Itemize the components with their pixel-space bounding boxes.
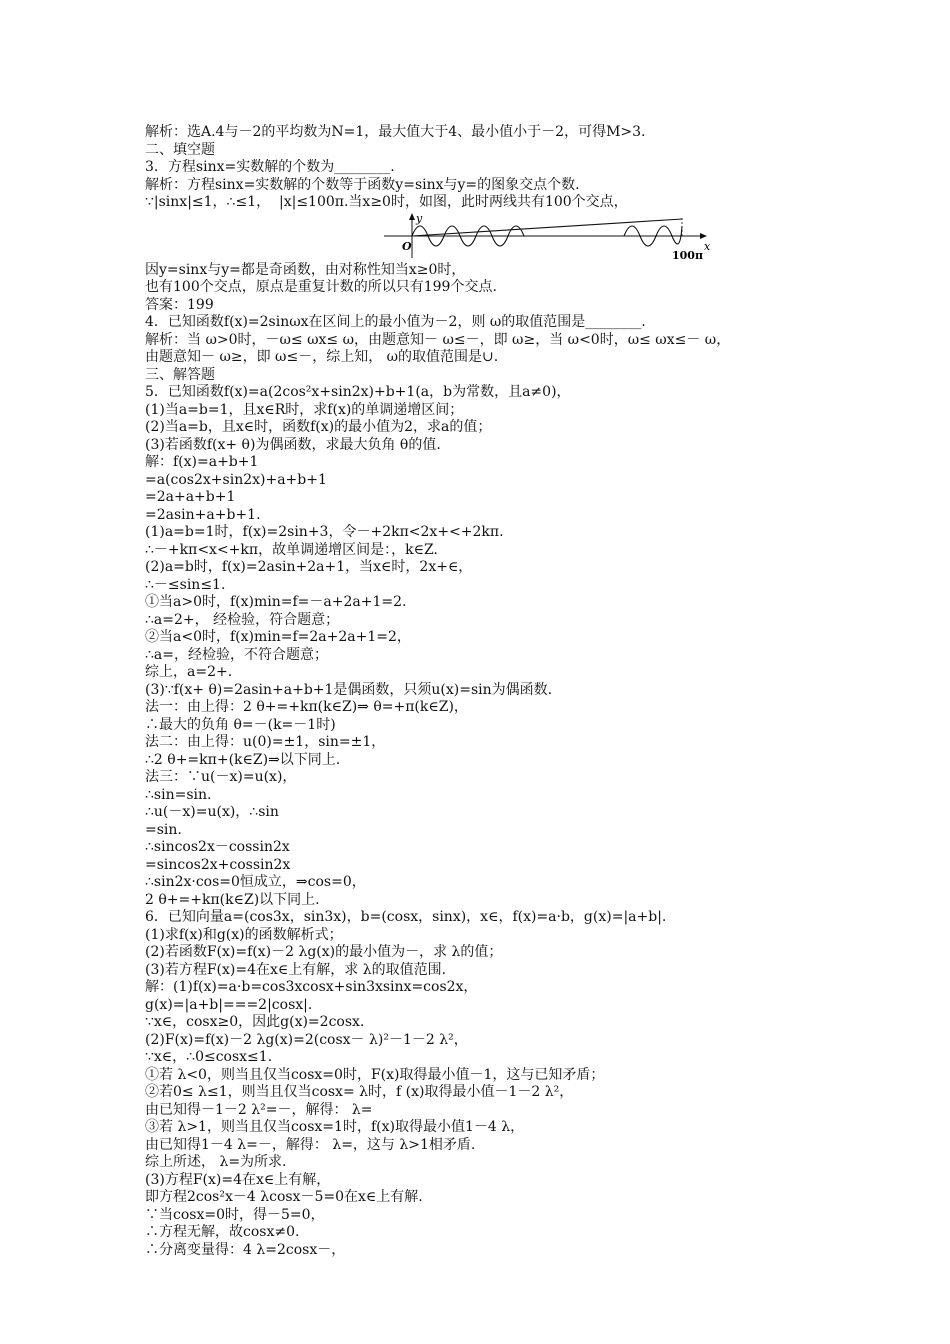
text-line: (3)∵f(x+ θ)=2asin+a+b+1是偶函数，只须u(x)=sin为偶函数. [145,681,553,698]
text-line: 由已知得－1－2 λ²=－，解得： λ= [145,1101,373,1118]
text-line: 5．已知函数f(x)=a(2cos²x+sin2x)+b+1(a，b为常数，且a≠0)， [145,384,571,400]
text-line: ②若0≤ λ≤1，则当且仅当cosx= λ时，f (x)取得最小值－1－2 λ²， [145,1084,574,1100]
text-line: ∵x∈，∴0≤cosx≤1. [145,1049,273,1065]
text-line: ∴sincos2x－cossin2x [145,839,290,855]
text-line: 解析：选A.4与－2的平均数为N=1，最大值大于4、最小值小于－2，可得M>3. [145,124,646,140]
sine-graph [382,212,712,262]
y-label: y [416,211,423,225]
text-line: 3．方程sinx=实数解的个数为________. [145,159,395,175]
text-line: ①若 λ<0，则当且仅当cosx=0时，F(x)取得最小值－1，这与已知矛盾； [145,1066,605,1083]
text-line: 也有100个交点，原点是重复计数的所以只有199个交点. [145,279,497,295]
x-label: x [704,239,711,253]
text-line: g(x)=|a+b|===2|cosx|. [145,996,313,1013]
text-line: (2)若函数F(x)=f(x)－2 λg(x)的最小值为－，求 λ的值； [145,944,503,960]
x-axis-arrow [700,233,707,239]
text-line: 解析：方程sinx=实数解的个数等于函数y=sinx与y=的图象交点个数. [145,176,580,193]
text-line: (3)方程F(x)=4在x∈上有解， [145,1171,331,1188]
text-line: (1)求f(x)和g(x)的函数解析式； [145,926,343,943]
text-line: 由已知得1－4 λ=－，解得： λ=，这与 λ>1相矛盾. [145,1136,476,1153]
text-line: ∴－+kπ<x<+kπ，故单调递增区间是：，k∈Z. [145,541,438,558]
text-line: ∴a=2+， 经检验，符合题意； [145,611,340,628]
text-line: ∴2 θ+=kπ+(k∈Z)⇒以下同上. [145,751,341,768]
text-line: 综上，a=2+. [145,664,233,680]
text-line: ∵当cosx=0时，得－5=0， [145,1206,325,1223]
text-line: =sincos2x+cossin2x [145,856,291,873]
text-block-a [145,124,845,212]
text-line: (3)若方程F(x)=4在x∈上有解，求 λ的取值范围. [145,961,447,978]
text-line: ∴－≤sin≤1. [145,576,226,593]
text-line: =2asin+a+b+1. [145,506,261,523]
text-line: 三、解答题 [145,366,215,383]
text-line: ∴sin=sin. [145,786,212,803]
text-line: 6．已知向量a=(cos3x，sin3x)，b=(cosx，sinx)，x∈，f(x)=a·b，g(x)=|a+b|. [145,909,667,925]
text-block-b [145,262,845,1260]
y-axis-arrow [409,213,415,220]
text-line: (2)当a=b，且x∈时，函数f(x)的最小值为2，求a的值； [145,419,492,435]
text-line: =2a+a+b+1 [145,489,236,505]
end-label: 100π [672,248,704,262]
origin-label: O [402,239,412,253]
text-line: ∵|sinx|≤1，∴≤1， |x|≤100π.当x≥0时，如图，此时两线共有100个交点， [145,194,628,210]
line-graph [412,219,682,236]
text-line: =a(cos2x+sin2x)+a+b+1 [145,471,327,488]
text-line: 4．已知函数f(x)=2sinωx在区间上的最小值为－2，则 ω的取值范围是________. [145,314,646,330]
text-line: ∴最大的负角 θ=－(k=－1时) [145,716,336,733]
text-line: 综上所述， λ=为所求. [145,1154,287,1170]
text-line: ③若 λ>1，则当且仅当cosx=1时，f(x)取得最小值1－4 λ， [145,1119,525,1135]
text-line: ∵x∈，cosx≥0，因此g(x)=2cosx. [145,1014,365,1030]
text-line: 即方程2cos²x－4 λcosx－5=0在x∈上有解. [145,1189,423,1205]
document-body [145,124,845,1259]
text-line: ②当a<0时，f(x)min=f=2a+2a+1=2， [145,629,411,645]
text-line: ∴分离变量得：4 λ=2cosx－， [145,1241,346,1258]
text-line: 解：f(x)=a+b+1 [145,454,259,470]
text-line: 解析：当 ω>0时，－ω≤ ωx≤ ω，由题意知－ ω≤－，即 ω≥，当 ω<0时，ω≤ ωx≤－ ω， [145,331,731,348]
text-line: 因y=sinx与y=都是奇函数，由对称性知当x≥0时， [145,261,466,278]
text-line: 由题意知－ ω≥，即 ω≤－，综上知， ω的取值范围是∪. [145,349,499,365]
text-line: =sin. [145,821,182,838]
text-line: (3)若函数f(x+ θ)为偶函数，求最大负角 θ的值. [145,436,441,453]
text-line: (2)F(x)=f(x)－2 λg(x)=2(cosx－ λ)²－1－2 λ²， [145,1031,468,1048]
text-line: 2 θ+=+kπ(k∈Z)以下同上. [145,891,320,908]
text-line: ∴sin2x·cos=0恒成立，⇒cos=0， [145,874,366,890]
text-line: ①当a>0时，f(x)min=f=－a+2a+1=2. [145,594,407,610]
text-line: 法二：由上得：u(0)=±1，sin=±1， [145,734,386,750]
text-line: ∴方程无解，故cosx≠0. [145,1224,300,1240]
text-line: 法三：∵u(－x)=u(x)， [145,769,297,785]
text-line: ∴u(－x)=u(x)，∴sin [145,804,279,820]
sine-graph-figure [382,212,712,262]
text-line: ∴a=，经检验，不符合题意； [145,646,328,663]
text-line: (2)a=b时，f(x)=2asin+2a+1，当x∈时，2x+∈， [145,559,473,575]
text-line: 法一：由上得：2 θ+=+kπ(k∈Z)⇒ θ=+π(k∈Z)， [145,699,468,715]
text-line: (1)当a=b=1，且x∈R时，求f(x)的单调递增区间； [145,401,464,418]
text-line: 答案：199 [145,296,214,313]
text-line: 二、填空题 [145,141,215,158]
text-line: (1)a=b=1时，f(x)=2sin+3，令－+2kπ<2x+<+2kπ. [145,524,504,540]
text-line: 解：(1)f(x)=a·b=cos3xcosx+sin3xsinx=cos2x， [145,979,478,995]
